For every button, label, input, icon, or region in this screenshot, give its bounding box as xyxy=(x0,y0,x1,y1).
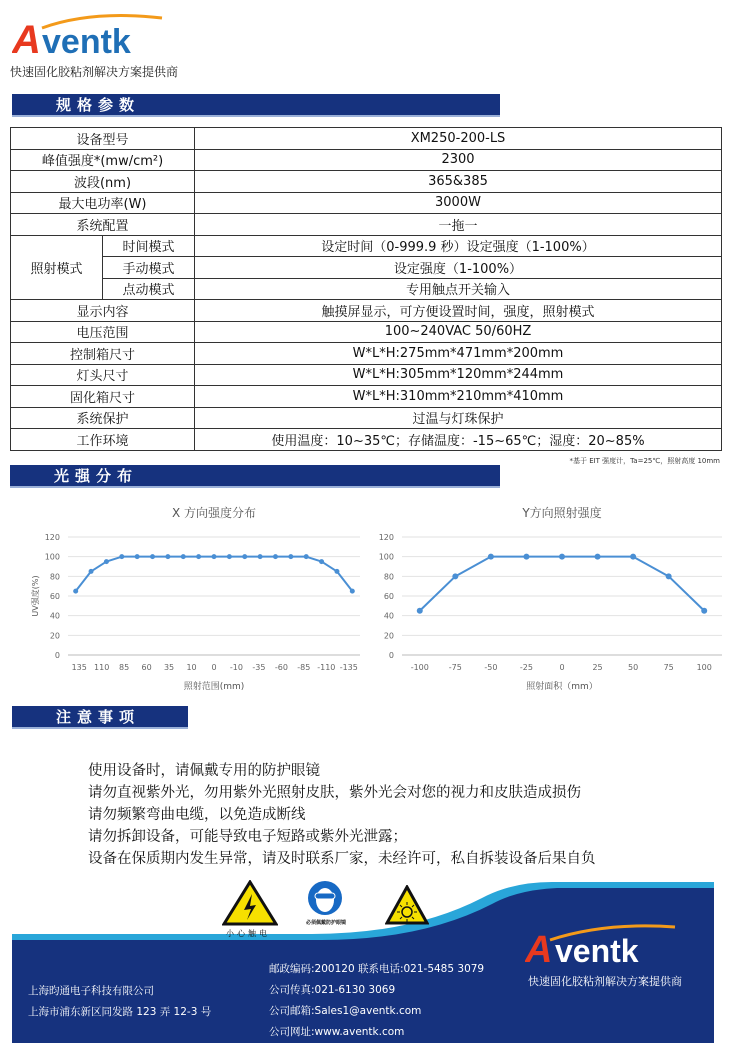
company-address: 上海市浦东新区同发路 123 弄 12-3 号 xyxy=(28,1006,212,1018)
spec-value: 365&385 xyxy=(195,171,722,193)
spec-key: 电压范围 xyxy=(11,321,195,343)
y-tick-label: 40 xyxy=(383,611,394,621)
y-tick-label: 60 xyxy=(383,592,394,601)
footer-tagline: 快速固化胶粘剂解决方案提供商 xyxy=(528,975,682,988)
data-point xyxy=(666,573,672,579)
data-point xyxy=(701,608,707,614)
data-point xyxy=(523,554,529,560)
data-point xyxy=(150,554,155,559)
data-point xyxy=(273,554,278,559)
spec-row xyxy=(11,128,722,150)
x-tick-label: 0 xyxy=(211,663,217,672)
spec-value: 2300 xyxy=(195,149,722,171)
x-tick-label: -135 xyxy=(339,663,358,672)
spec-key: 系统配置 xyxy=(11,214,195,236)
x-tick-label: 0 xyxy=(559,663,565,672)
data-point xyxy=(559,554,565,560)
chart-title: Y方向照射强度 xyxy=(522,506,602,520)
y-tick-label: 100 xyxy=(378,552,394,562)
footer-aventk-logo xyxy=(525,922,695,967)
y-axis-label: UV强度(%) xyxy=(31,575,40,617)
svg-text:ventk: ventk xyxy=(42,23,131,58)
data-point xyxy=(350,589,355,594)
data-point xyxy=(135,554,140,559)
x-tick-label: 75 xyxy=(663,663,674,672)
spec-row xyxy=(11,300,722,322)
mode-key: 时间模式 xyxy=(103,235,195,257)
y-tick-label: 0 xyxy=(54,651,60,660)
company-name: 上海昀通电子科技有限公司 xyxy=(28,985,154,997)
y-tick-label: 100 xyxy=(44,552,60,562)
spec-value: W*L*H:275mm*471mm*200mm xyxy=(195,343,722,365)
chart-title: X 方向强度分布 xyxy=(171,506,257,520)
data-point xyxy=(319,559,324,564)
x-tick-label: 25 xyxy=(592,663,603,672)
spec-row xyxy=(11,429,722,451)
uv-radiation-warning-icon xyxy=(385,885,429,925)
spec-row xyxy=(11,149,722,171)
note-item: 请勿直视紫外光，勿用紫外光照射皮肤，紫外光会对您的视力和皮肤造成损伤 xyxy=(88,785,581,801)
spec-key: 显示内容 xyxy=(11,300,195,322)
data-point xyxy=(196,554,201,559)
tagline: 快速固化胶粘剂解决方案提供商 xyxy=(10,65,179,79)
spec-row xyxy=(11,257,722,279)
mode-value: 设定时间（0-999.9 秒）设定强度（1-100%） xyxy=(195,235,722,257)
x-tick-label: 110 xyxy=(94,663,110,672)
series-line xyxy=(420,557,704,611)
x-tick-label: -25 xyxy=(519,663,533,672)
spec-row xyxy=(11,364,722,386)
y-tick-label: 120 xyxy=(44,533,60,542)
data-point xyxy=(488,554,494,560)
x-tick-label: 85 xyxy=(119,663,130,672)
fax: 公司传真:021-6130 3069 xyxy=(269,984,396,996)
mode-key: 手动模式 xyxy=(103,257,195,279)
data-point xyxy=(212,554,217,559)
data-point xyxy=(304,554,309,559)
svg-text:A: A xyxy=(12,18,41,58)
series-line xyxy=(76,557,353,591)
notes-list xyxy=(88,760,596,870)
spec-value: W*L*H:305mm*120mm*244mm xyxy=(195,364,722,386)
spec-value: XM250-200-LS xyxy=(195,128,722,150)
section-notice-heading: 注意事项 xyxy=(12,706,188,729)
email-link[interactable]: 公司邮箱:Sales1@aventk.com xyxy=(269,1005,422,1017)
spec-row xyxy=(11,386,722,408)
spec-value: W*L*H:310mm*210mm*410mm xyxy=(195,386,722,408)
y-tick-label: 60 xyxy=(49,592,60,601)
spec-value: 使用温度：10~35℃；存储温度：-15~65℃；湿度：20~85% xyxy=(195,429,722,451)
spec-table xyxy=(10,127,722,451)
spec-key: 波段(nm) xyxy=(11,171,195,193)
x-tick-label: 135 xyxy=(71,663,87,672)
x-tick-label: -50 xyxy=(484,663,498,672)
y-tick-label: 0 xyxy=(388,651,394,660)
spec-row xyxy=(11,343,722,365)
y-intensity-chart xyxy=(372,495,727,690)
svg-text:A: A xyxy=(525,929,553,967)
spec-key: 灯头尺寸 xyxy=(11,364,195,386)
spec-row xyxy=(11,278,722,300)
postcode-phone: 邮政编码:200120 联系电话:021-5485 3079 xyxy=(269,963,485,975)
spec-key: 控制箱尺寸 xyxy=(11,343,195,365)
y-tick-label: 80 xyxy=(49,572,60,582)
spec-value: 3000W xyxy=(195,192,722,214)
data-point xyxy=(73,589,78,594)
spec-row xyxy=(11,171,722,193)
data-point xyxy=(417,608,423,614)
x-intensity-chart xyxy=(10,495,365,690)
spec-key: 固化箱尺寸 xyxy=(11,386,195,408)
spec-key: 最大电功率(W) xyxy=(11,192,195,214)
x-tick-label: 60 xyxy=(141,663,152,672)
x-tick-label: 100 xyxy=(696,663,712,672)
x-tick-label: -60 xyxy=(274,663,288,672)
data-point xyxy=(258,554,263,559)
spec-key: 工作环境 xyxy=(11,429,195,451)
spec-value: 100~240VAC 50/60HZ xyxy=(195,321,722,343)
x-tick-label: 50 xyxy=(628,663,639,672)
mode-key: 点动模式 xyxy=(103,278,195,300)
x-tick-label: -110 xyxy=(317,663,336,672)
data-point xyxy=(334,569,339,574)
website-link[interactable]: 公司网址:www.aventk.com xyxy=(269,1026,405,1038)
data-point xyxy=(452,573,458,579)
y-tick-label: 40 xyxy=(49,611,60,621)
spec-row xyxy=(11,214,722,236)
x-tick-label: -85 xyxy=(297,663,311,672)
data-point xyxy=(288,554,293,559)
spec-row xyxy=(11,407,722,429)
y-tick-label: 120 xyxy=(378,533,394,542)
x-tick-label: 35 xyxy=(163,663,175,672)
y-tick-label: 80 xyxy=(383,572,394,582)
mode-value: 专用触点开关输入 xyxy=(195,278,722,300)
note-item: 使用设备时，请佩戴专用的防护眼镜 xyxy=(88,763,320,779)
data-point xyxy=(242,554,247,559)
section-spec-heading: 规格参数 xyxy=(12,94,500,117)
note-item: 请勿频繁弯曲电缆，以免造成断线 xyxy=(88,807,306,823)
electric-shock-warning-icon xyxy=(222,880,278,926)
spec-value: 一拖一 xyxy=(195,214,722,236)
data-point xyxy=(119,554,124,559)
data-point xyxy=(165,554,170,559)
spec-row xyxy=(11,235,722,257)
data-point xyxy=(104,559,109,564)
svg-text:ventk: ventk xyxy=(555,933,639,967)
spec-value: 触摸屏显示，可方便设置时间，强度，照射模式 xyxy=(195,300,722,322)
x-tick-label: -10 xyxy=(229,663,244,672)
data-point xyxy=(630,554,636,560)
y-tick-label: 20 xyxy=(49,631,60,641)
spec-row xyxy=(11,192,722,214)
goggles-required-icon xyxy=(307,880,343,916)
note-item: 设备在保质期内发生异常，请及时联系厂家，未经许可，私自拆装设备后果自负 xyxy=(88,851,596,867)
x-tick-label: -75 xyxy=(448,663,462,672)
spec-key: 峰值强度*(mw/cm²) xyxy=(11,149,195,171)
x-axis-label: 照射范围(mm) xyxy=(183,682,245,690)
spec-key: 设备型号 xyxy=(11,128,195,150)
x-tick-label: 10 xyxy=(186,663,197,672)
note-item: 请勿拆卸设备，可能导致电子短路或紫外光泄露； xyxy=(88,829,407,845)
y-tick-label: 20 xyxy=(383,631,394,641)
irradiation-mode-key: 照射模式 xyxy=(11,235,103,300)
spec-value: 过温与灯珠保护 xyxy=(195,407,722,429)
spec-row xyxy=(11,321,722,343)
x-tick-label: -100 xyxy=(410,663,429,672)
section-light-heading: 光强分布 xyxy=(10,465,500,488)
mode-value: 设定强度（1-100%） xyxy=(195,257,722,279)
x-axis-label: 照射面积（mm） xyxy=(526,682,598,690)
goggles-sign-label: 必须佩戴防护眼镜 xyxy=(306,920,347,926)
shock-sign-label: 小心触电 xyxy=(226,929,270,938)
x-tick-label: -35 xyxy=(252,663,266,672)
data-point xyxy=(181,554,186,559)
data-point xyxy=(227,554,232,559)
aventk-logo xyxy=(12,8,182,58)
footnote: *基于 EIT 强度计，Ta=25℃，照射高度 10mm xyxy=(569,457,720,465)
data-point xyxy=(595,554,601,560)
spec-key: 系统保护 xyxy=(11,407,195,429)
data-point xyxy=(89,569,94,574)
